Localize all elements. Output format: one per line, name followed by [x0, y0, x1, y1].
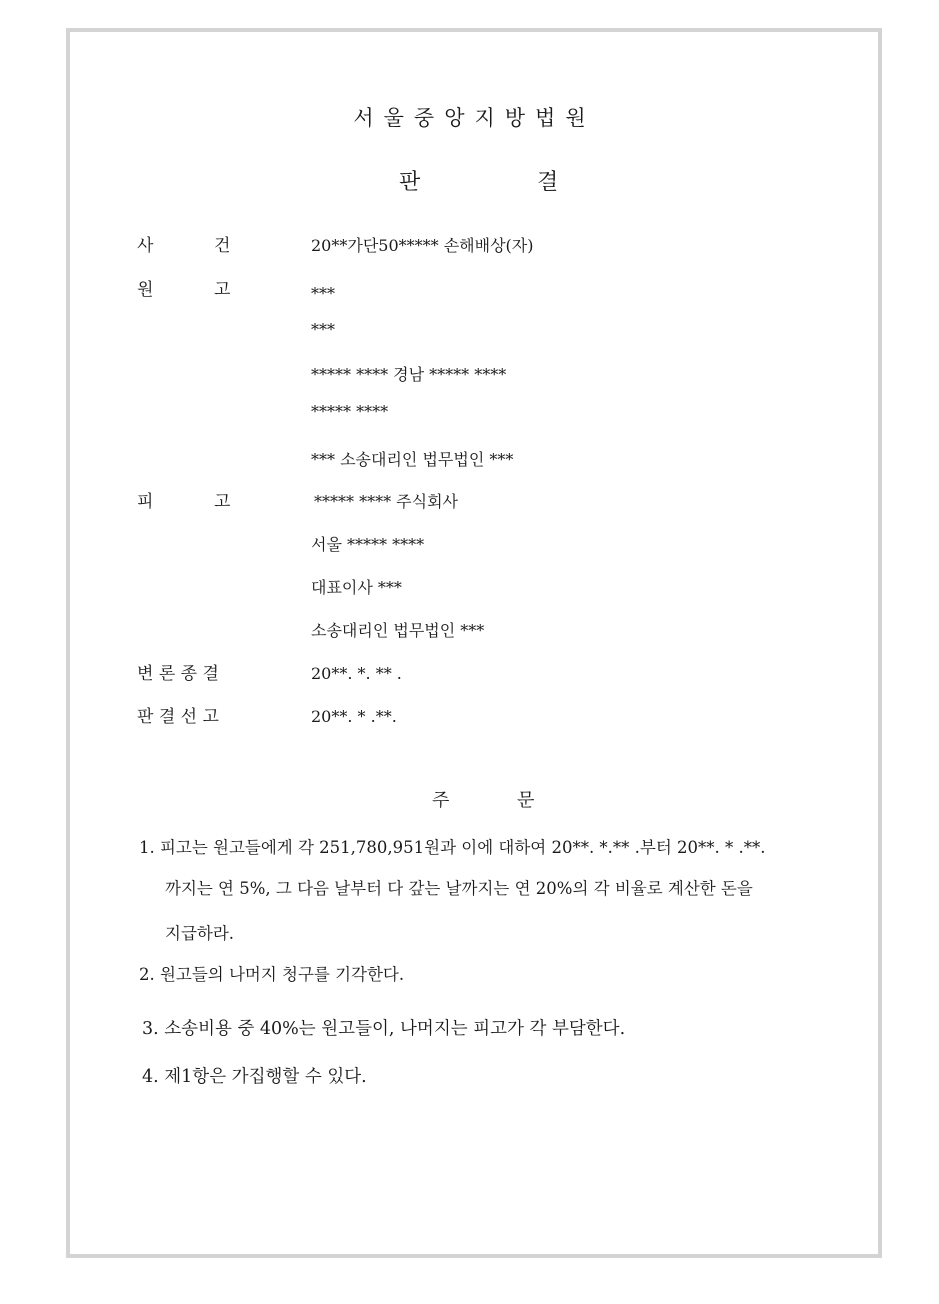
defendant-attorney: 소송대리인 법무법인 ***	[311, 621, 485, 640]
order-item-4: 4. 제1항은 가집행할 수 있다.	[142, 1067, 367, 1087]
document-title-left: 판	[399, 170, 421, 195]
label-closing: 변 론 종 결	[137, 664, 219, 684]
case-number: 20**가단50***** 손해배상(자)	[311, 236, 534, 255]
defendant-address: 서울 ***** ****	[311, 535, 425, 554]
decision-date: 20**. * .**.	[311, 707, 397, 726]
defendant-name: ***** **** 주식회사	[314, 492, 458, 511]
order-item-1-cont-1: 까지는 연 5%, 그 다음 날부터 다 갚는 날까지는 연 20%의 각 비율로 계산한 돈을	[165, 879, 753, 898]
label-defendant-2: 고	[214, 492, 231, 512]
plaintiff-attorney: *** 소송대리인 법무법인 ***	[311, 450, 514, 469]
order-heading-left: 주	[432, 790, 450, 811]
plaintiff-address: ***** **** 경남 ***** ****	[311, 365, 507, 384]
order-item-3: 3. 소송비용 중 40%는 원고들이, 나머지는 피고가 각 부담한다.	[142, 1019, 626, 1039]
defendant-representative: 대표이사 ***	[311, 578, 402, 597]
plaintiff-line-2: ***	[311, 320, 335, 339]
label-decision: 판 결 선 고	[137, 707, 219, 727]
order-item-2: 2. 원고들의 나머지 청구를 기각한다.	[139, 965, 405, 984]
closing-date: 20**. *. ** .	[311, 664, 402, 683]
order-item-1-cont-2: 지급하라.	[165, 924, 235, 943]
label-case-1: 사	[137, 236, 154, 256]
order-heading-right: 문	[517, 790, 535, 811]
label-case-2: 건	[214, 236, 231, 256]
document-title-right: 결	[537, 170, 559, 195]
plaintiff-line-4: ***** ****	[311, 402, 389, 421]
plaintiff-line-1: ***	[311, 284, 335, 303]
order-item-1: 1. 피고는 원고들에게 각 251,780,951원과 이에 대하여 20**. *.** .부터 20**. * .**.	[139, 838, 766, 857]
court-name: 서울중앙지방법원	[353, 106, 596, 130]
label-defendant-1: 피	[137, 492, 154, 512]
label-plaintiff-2: 고	[214, 280, 231, 300]
label-plaintiff-1: 원	[137, 280, 154, 300]
